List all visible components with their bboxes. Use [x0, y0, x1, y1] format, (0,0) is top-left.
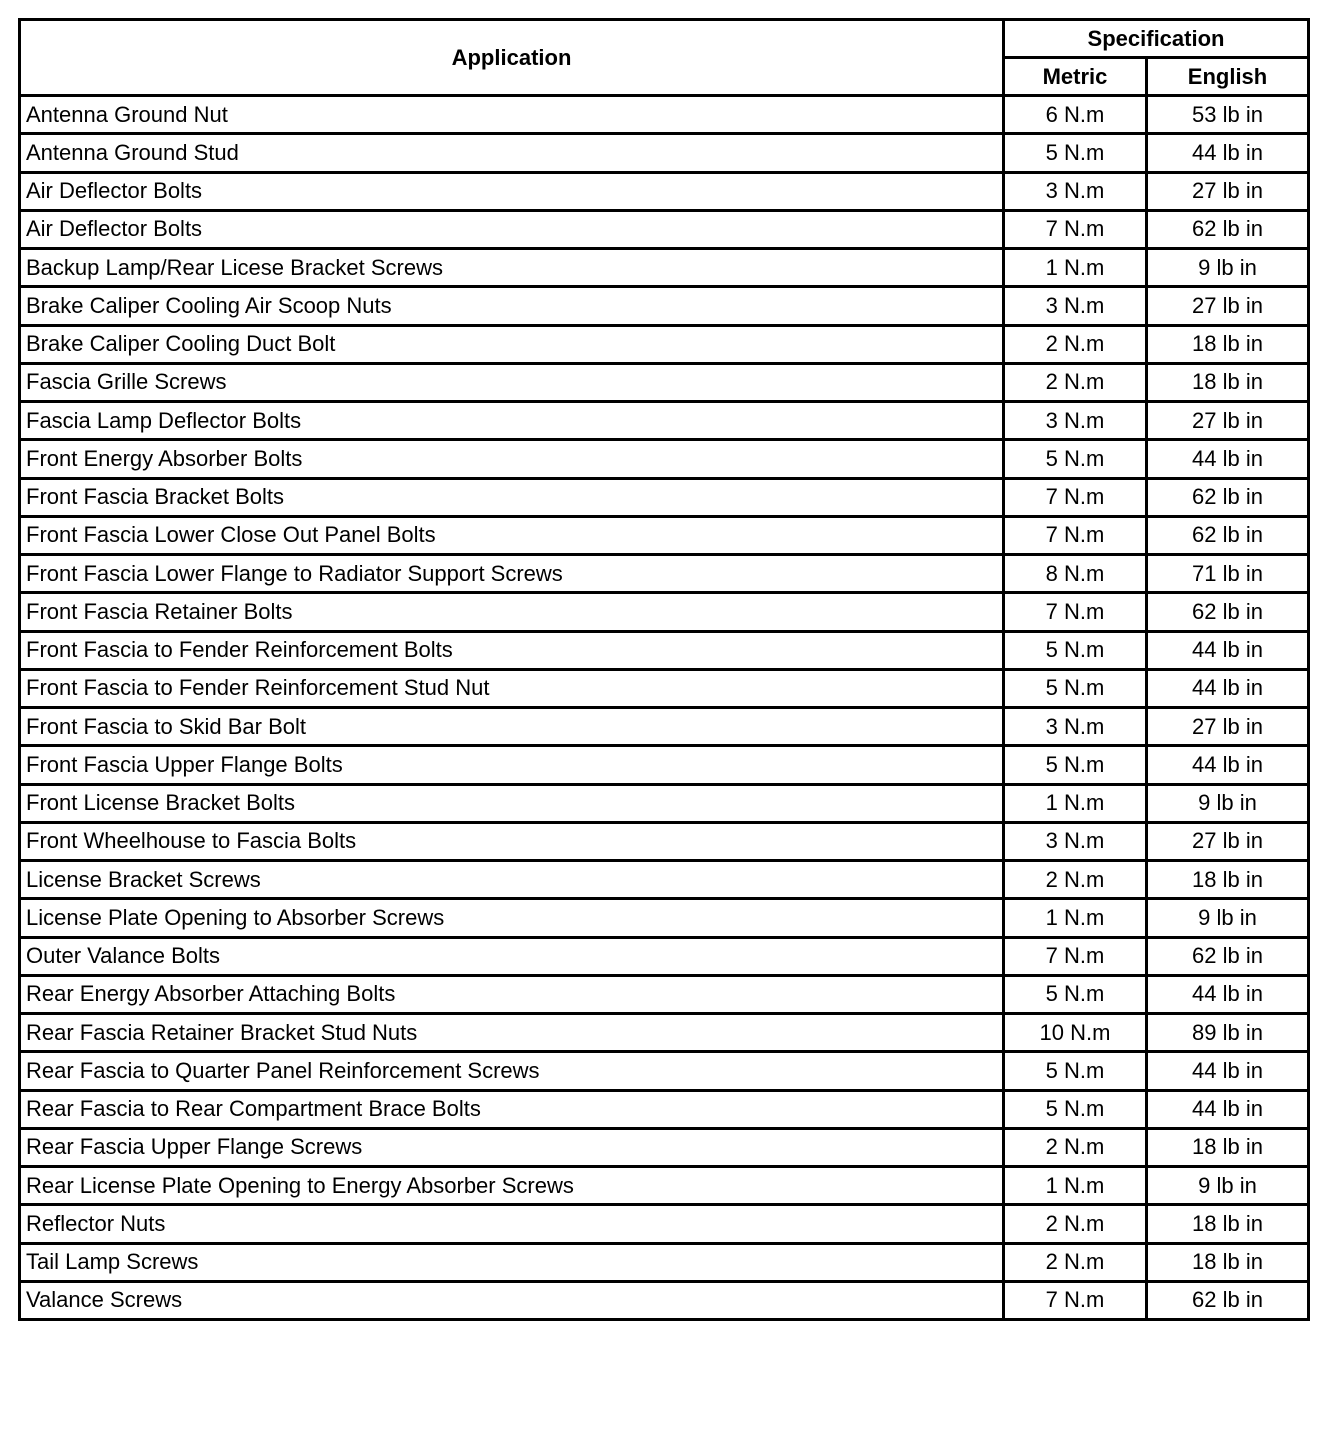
- table-row: [20, 1128, 1309, 1166]
- application-cell: Brake Caliper Cooling Duct Bolt: [20, 325, 1004, 363]
- metric-cell: 3 N.m: [1004, 708, 1147, 746]
- header-english: English: [1147, 58, 1309, 96]
- metric-cell: 5 N.m: [1004, 631, 1147, 669]
- table-row: [20, 1014, 1309, 1052]
- english-cell: 44 lb in: [1147, 631, 1309, 669]
- english-cell: 89 lb in: [1147, 1014, 1309, 1052]
- table-row: [20, 975, 1309, 1013]
- english-cell: 44 lb in: [1147, 1052, 1309, 1090]
- table-row: [20, 402, 1309, 440]
- table-row: [20, 363, 1309, 401]
- english-cell: 62 lb in: [1147, 1281, 1309, 1319]
- metric-cell: 2 N.m: [1004, 363, 1147, 401]
- table-row: [20, 172, 1309, 210]
- application-cell: Rear License Plate Opening to Energy Absorber Screws: [20, 1167, 1004, 1205]
- application-cell: Front Fascia Lower Flange to Radiator Support Screws: [20, 555, 1004, 593]
- table-row: [20, 1243, 1309, 1281]
- table-body: [20, 96, 1309, 1320]
- metric-cell: 10 N.m: [1004, 1014, 1147, 1052]
- application-cell: Front Wheelhouse to Fascia Bolts: [20, 822, 1004, 860]
- table-row: [20, 784, 1309, 822]
- metric-cell: 7 N.m: [1004, 478, 1147, 516]
- english-cell: 53 lb in: [1147, 96, 1309, 134]
- table-row: [20, 631, 1309, 669]
- table-row: [20, 899, 1309, 937]
- english-cell: 18 lb in: [1147, 1243, 1309, 1281]
- table-row: [20, 669, 1309, 707]
- english-cell: 9 lb in: [1147, 784, 1309, 822]
- table-row: [20, 440, 1309, 478]
- metric-cell: 2 N.m: [1004, 1243, 1147, 1281]
- english-cell: 62 lb in: [1147, 593, 1309, 631]
- table-row: [20, 1090, 1309, 1128]
- application-cell: Rear Fascia Upper Flange Screws: [20, 1128, 1004, 1166]
- metric-cell: 5 N.m: [1004, 440, 1147, 478]
- english-cell: 9 lb in: [1147, 1167, 1309, 1205]
- application-cell: Valance Screws: [20, 1281, 1004, 1319]
- table-row: [20, 287, 1309, 325]
- metric-cell: 7 N.m: [1004, 210, 1147, 248]
- metric-cell: 3 N.m: [1004, 172, 1147, 210]
- application-cell: Front Fascia Upper Flange Bolts: [20, 746, 1004, 784]
- metric-cell: 5 N.m: [1004, 669, 1147, 707]
- metric-cell: 3 N.m: [1004, 822, 1147, 860]
- metric-cell: 1 N.m: [1004, 899, 1147, 937]
- application-cell: Rear Fascia to Quarter Panel Reinforcement Screws: [20, 1052, 1004, 1090]
- application-cell: Rear Fascia to Rear Compartment Brace Bolts: [20, 1090, 1004, 1128]
- metric-cell: 1 N.m: [1004, 784, 1147, 822]
- metric-cell: 5 N.m: [1004, 134, 1147, 172]
- english-cell: 44 lb in: [1147, 1090, 1309, 1128]
- application-cell: Front Fascia Retainer Bolts: [20, 593, 1004, 631]
- metric-cell: 5 N.m: [1004, 746, 1147, 784]
- table-row: [20, 325, 1309, 363]
- torque-spec-table: [18, 18, 1310, 1321]
- metric-cell: 6 N.m: [1004, 96, 1147, 134]
- application-cell: Rear Fascia Retainer Bracket Stud Nuts: [20, 1014, 1004, 1052]
- metric-cell: 1 N.m: [1004, 249, 1147, 287]
- header-metric: Metric: [1004, 58, 1147, 96]
- application-cell: Antenna Ground Stud: [20, 134, 1004, 172]
- english-cell: 9 lb in: [1147, 249, 1309, 287]
- english-cell: 18 lb in: [1147, 363, 1309, 401]
- application-cell: Front Energy Absorber Bolts: [20, 440, 1004, 478]
- table-row: [20, 555, 1309, 593]
- english-cell: 9 lb in: [1147, 899, 1309, 937]
- metric-cell: 8 N.m: [1004, 555, 1147, 593]
- table-row: [20, 708, 1309, 746]
- table-row: [20, 822, 1309, 860]
- application-cell: Air Deflector Bolts: [20, 172, 1004, 210]
- application-cell: Fascia Grille Screws: [20, 363, 1004, 401]
- table-row: [20, 861, 1309, 899]
- english-cell: 27 lb in: [1147, 287, 1309, 325]
- table-row: [20, 937, 1309, 975]
- application-cell: Front Fascia to Fender Reinforcement Bolts: [20, 631, 1004, 669]
- english-cell: 44 lb in: [1147, 134, 1309, 172]
- application-cell: License Bracket Screws: [20, 861, 1004, 899]
- english-cell: 62 lb in: [1147, 210, 1309, 248]
- english-cell: 44 lb in: [1147, 746, 1309, 784]
- english-cell: 18 lb in: [1147, 1128, 1309, 1166]
- metric-cell: 2 N.m: [1004, 325, 1147, 363]
- english-cell: 18 lb in: [1147, 1205, 1309, 1243]
- english-cell: 27 lb in: [1147, 822, 1309, 860]
- metric-cell: 5 N.m: [1004, 1052, 1147, 1090]
- english-cell: 62 lb in: [1147, 516, 1309, 554]
- english-cell: 27 lb in: [1147, 402, 1309, 440]
- table-row: [20, 1052, 1309, 1090]
- application-cell: Front Fascia Lower Close Out Panel Bolts: [20, 516, 1004, 554]
- table-row: [20, 249, 1309, 287]
- table-row: [20, 210, 1309, 248]
- metric-cell: 2 N.m: [1004, 1128, 1147, 1166]
- metric-cell: 7 N.m: [1004, 1281, 1147, 1319]
- metric-cell: 2 N.m: [1004, 861, 1147, 899]
- metric-cell: 3 N.m: [1004, 402, 1147, 440]
- metric-cell: 5 N.m: [1004, 1090, 1147, 1128]
- application-cell: Front Fascia to Skid Bar Bolt: [20, 708, 1004, 746]
- application-cell: Tail Lamp Screws: [20, 1243, 1004, 1281]
- english-cell: 18 lb in: [1147, 325, 1309, 363]
- header-application: Application: [20, 20, 1004, 96]
- application-cell: Antenna Ground Nut: [20, 96, 1004, 134]
- metric-cell: 7 N.m: [1004, 516, 1147, 554]
- english-cell: 27 lb in: [1147, 172, 1309, 210]
- application-cell: Outer Valance Bolts: [20, 937, 1004, 975]
- english-cell: 44 lb in: [1147, 975, 1309, 1013]
- english-cell: 44 lb in: [1147, 440, 1309, 478]
- application-cell: License Plate Opening to Absorber Screws: [20, 899, 1004, 937]
- table-row: [20, 1205, 1309, 1243]
- english-cell: 71 lb in: [1147, 555, 1309, 593]
- application-cell: Front License Bracket Bolts: [20, 784, 1004, 822]
- application-cell: Air Deflector Bolts: [20, 210, 1004, 248]
- table-row: [20, 478, 1309, 516]
- english-cell: 62 lb in: [1147, 937, 1309, 975]
- application-cell: Front Fascia Bracket Bolts: [20, 478, 1004, 516]
- table-row: [20, 134, 1309, 172]
- metric-cell: 3 N.m: [1004, 287, 1147, 325]
- application-cell: Front Fascia to Fender Reinforcement Stud Nut: [20, 669, 1004, 707]
- table-row: [20, 746, 1309, 784]
- metric-cell: 7 N.m: [1004, 593, 1147, 631]
- metric-cell: 5 N.m: [1004, 975, 1147, 1013]
- metric-cell: 2 N.m: [1004, 1205, 1147, 1243]
- metric-cell: 7 N.m: [1004, 937, 1147, 975]
- table-row: [20, 96, 1309, 134]
- english-cell: 62 lb in: [1147, 478, 1309, 516]
- table-row: [20, 516, 1309, 554]
- header-specification: Specification: [1004, 20, 1309, 58]
- english-cell: 44 lb in: [1147, 669, 1309, 707]
- table-row: [20, 593, 1309, 631]
- application-cell: Fascia Lamp Deflector Bolts: [20, 402, 1004, 440]
- table-row: [20, 1281, 1309, 1319]
- table-row: [20, 1167, 1309, 1205]
- application-cell: Backup Lamp/Rear Licese Bracket Screws: [20, 249, 1004, 287]
- english-cell: 18 lb in: [1147, 861, 1309, 899]
- english-cell: 27 lb in: [1147, 708, 1309, 746]
- metric-cell: 1 N.m: [1004, 1167, 1147, 1205]
- application-cell: Brake Caliper Cooling Air Scoop Nuts: [20, 287, 1004, 325]
- application-cell: Reflector Nuts: [20, 1205, 1004, 1243]
- application-cell: Rear Energy Absorber Attaching Bolts: [20, 975, 1004, 1013]
